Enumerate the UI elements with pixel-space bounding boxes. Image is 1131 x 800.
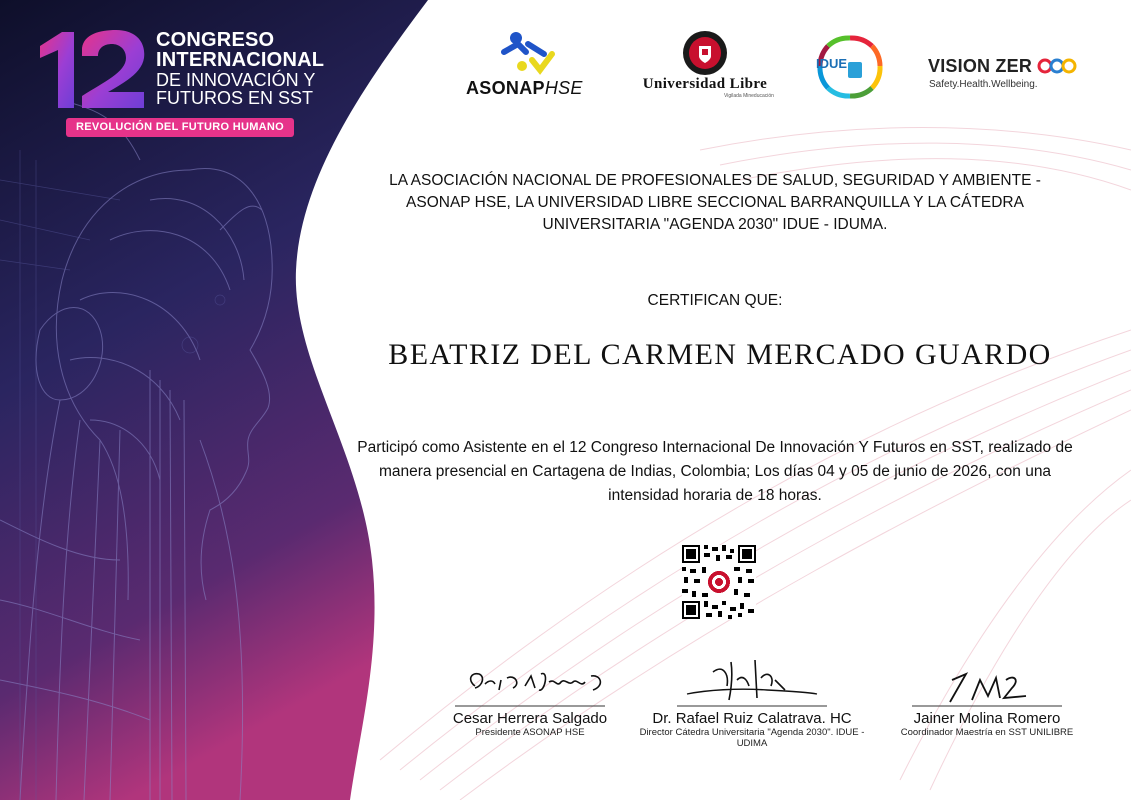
vision-zero-tagline: Safety.Health.Wellbeing. <box>929 79 1038 90</box>
tagline-badge: REVOLUCIÓN DEL FUTURO HUMANO <box>66 118 294 137</box>
verification-qr-code[interactable] <box>682 545 756 619</box>
signature-block-1 <box>432 650 628 738</box>
signature-2-role: Director Cátedra Universitaria "Agenda 2030". IDUE - UDIMA <box>639 727 865 749</box>
congress-title <box>156 30 324 107</box>
vision-zero-logo <box>928 56 1088 96</box>
signature-block-3 <box>884 650 1090 738</box>
asonap-logo <box>462 30 592 100</box>
certify-label: CERTIFICAN QUE: <box>647 292 783 309</box>
idue-wordmark: IDUE <box>816 56 848 71</box>
asonap-figure-icon <box>498 30 558 76</box>
congress-title-line1: CONGRESO <box>156 29 275 51</box>
signature-2-image <box>667 650 837 708</box>
universidad-libre-wordmark: Universidad Libre <box>642 76 768 92</box>
asonap-wordmark <box>466 78 583 99</box>
issuer-statement: LA ASOCIACIÓN NACIONAL DE PROFESIONALES DE SALUD, SEGURIDAD Y AMBIENTE - ASONAP HSE, LA UNIVERSIDAD LIBRE SECCIONAL BARRANQUILLA Y LA CÁTEDRA UNIVERSITARIA "AGENDA 2030" IDUE - IDUMA. <box>389 172 1041 233</box>
signature-1-role: Presidente ASONAP HSE <box>475 727 585 738</box>
asonap-wordmark-italic: HSE <box>544 78 583 98</box>
vision-zero-wordmark-text: VISION ZER <box>928 56 1033 76</box>
recipient-name: BEATRIZ DEL CARMEN MERCADO GUARDO <box>388 338 1052 371</box>
signature-3-role: Coordinador Maestría en SST UNILIBRE <box>900 727 1074 738</box>
vision-zero-wordmark <box>928 56 1081 77</box>
left-decorative-panel <box>0 0 460 800</box>
universidad-libre-seal-icon <box>682 30 728 76</box>
signature-2-name: Dr. Rafael Ruiz Calatrava. HC <box>652 710 852 727</box>
congress-logo <box>38 28 338 138</box>
universidad-libre-logo <box>630 30 780 100</box>
signature-3-image <box>902 650 1072 708</box>
idue-catedra-logo <box>810 32 890 102</box>
signature-block-2 <box>636 650 868 749</box>
signature-1-image <box>445 650 615 708</box>
universidad-libre-subtext: Vigilada Mineducación <box>724 93 774 99</box>
signature-3-name: Jainer Molina Romero <box>913 710 1061 727</box>
congress-title-line2: INTERNACIONAL <box>156 49 325 71</box>
asonap-wordmark-bold: ASONAP <box>466 78 545 98</box>
congress-title-line4: FUTUROS EN SST <box>156 88 314 108</box>
participation-description: Participó como Asistente en el 12 Congreso Internacional De Innovación Y Futuros en SST, realizado de manera presencial en Cartagena de Indias, Colombia; Los días 04 y 05 de junio de 2026, con una intensidad horaria de 18 horas. <box>357 439 1073 504</box>
congress-number-graphic <box>38 28 148 110</box>
vision-zero-rings-icon <box>1037 58 1081 74</box>
congress-title-line3: DE INNOVACIÓN Y <box>156 70 316 90</box>
signature-1-name: Cesar Herrera Salgado <box>452 710 608 727</box>
